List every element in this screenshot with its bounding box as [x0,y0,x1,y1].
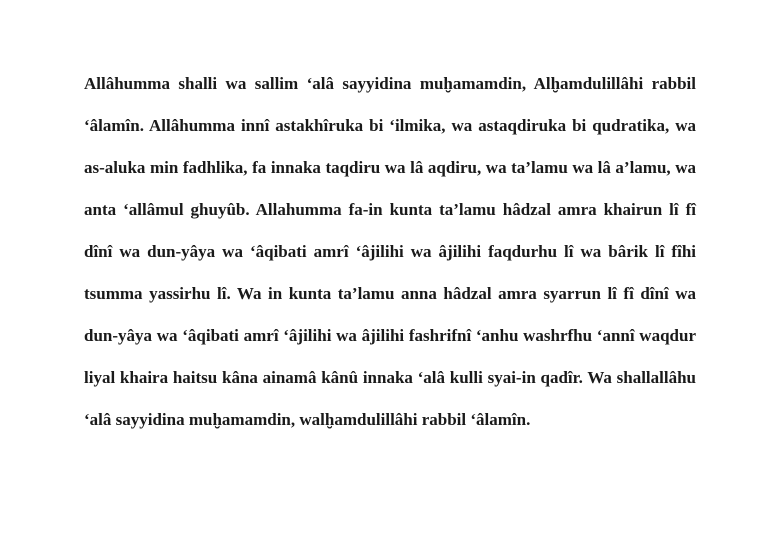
prayer-paragraph: Allâhumma shalli wa sallim ‘alâ sayyidina muḫamamdin, Alḫamdulillâhi rabbil ‘âlamîn. Allâhumma innî astakhîruka bi ‘ilmika, wa astaqdiruka bi qudratika, wa as-aluka min fadhlika, fa innaka taqdiru wa lâ aqdiru, wa ta’lamu wa lâ a’lamu, wa anta ‘allâmul ghuyûb. Allahumma fa-in kunta ta’lamu hâdzal amra khairun lî fî dînî wa dun-yâya wa ‘âqibati amrî ‘âjilihi wa âjilihi faqdurhu lî wa bârik lî fîhi tsumma yassirhu lî. Wa in kunta ta’lamu anna hâdzal amra syarrun lî fî dînî wa dun-yâya wa ‘âqibati amrî ‘âjilihi wa âjilihi fashrifnî ‘anhu washrfhu ‘annî waqdur liyal khaira haitsu kâna ainamâ kânû innaka ‘alâ kulli syai-in qadîr. Wa shallallâhu ‘alâ sayyidina muḫamamdin, walḫamdulillâhi rabbil ‘âlamîn. [84,74,696,429]
